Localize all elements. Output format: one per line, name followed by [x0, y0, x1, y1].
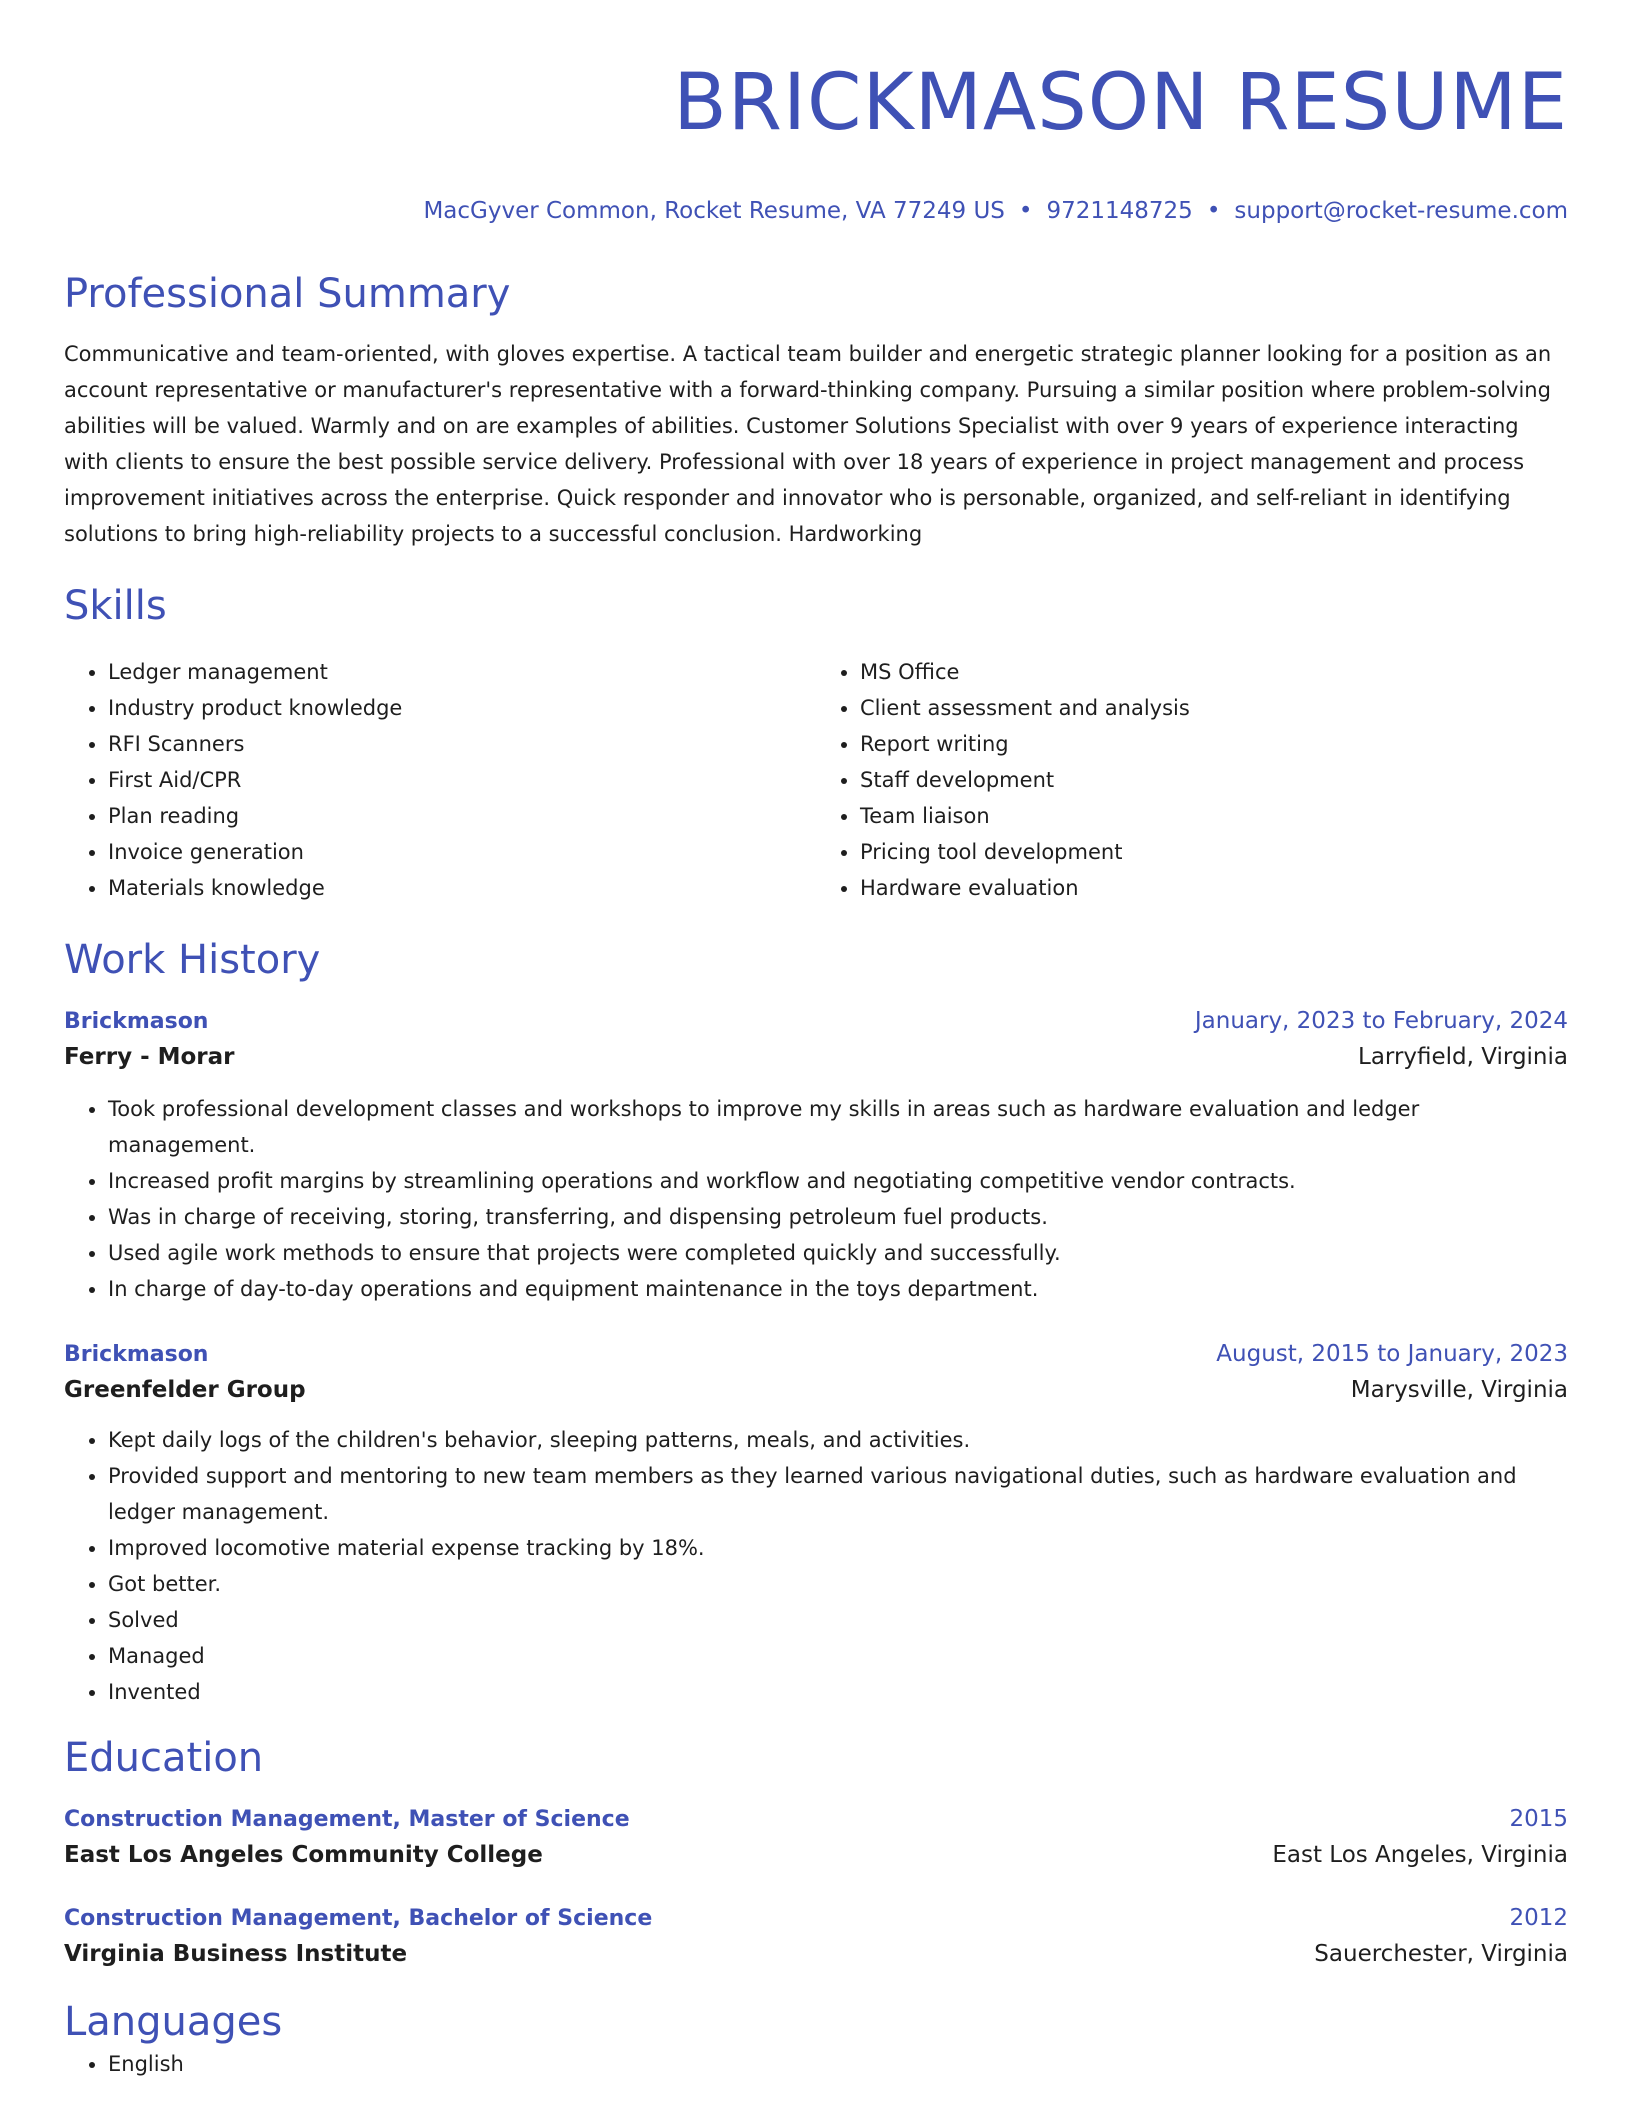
skill-item: • Ledger management [108, 654, 816, 690]
job-bullet: • Got better. [108, 1566, 1568, 1602]
work-history-heading: Work History [64, 937, 321, 983]
summary-section [64, 270, 1568, 552]
job-company: Ferry - Morar [64, 1044, 235, 1070]
job-bullet: • Provided support and mentoring to new team members as they learned various navigational duties, such as hardware evaluation and ledger management. [108, 1458, 1568, 1530]
education-school: East Los Angeles Community College [64, 1842, 543, 1868]
job-bullet: • In charge of day-to-day operations and equipment maintenance in the toys department. [108, 1271, 1568, 1307]
education-heading: Education [64, 1735, 264, 1781]
job-bullet: • Improved locomotive material expense tracking by 18%. [108, 1530, 1568, 1566]
resume-header [64, 0, 1568, 226]
skills-list-left [64, 654, 816, 906]
skills-columns [64, 654, 1568, 906]
work-history-section [64, 936, 1568, 1710]
skills-section [64, 582, 1568, 906]
skill-item: • Pricing tool development [860, 834, 1568, 870]
education-entry [64, 1903, 1568, 1974]
job-title: Brickmason [64, 1009, 209, 1034]
job-bullets [64, 1422, 1568, 1710]
skills-list-right [816, 654, 1568, 906]
skills-heading: Skills [64, 583, 167, 629]
summary-text: Communicative and team-oriented, with gloves expertise. A tactical team builder and energetic strategic planner looking for a position as an account representative or manufacturer's representative with a forward-thinking company. Pursuing a similar position where problem-solving abilities will be valued. Warmly and on are examples of abilities. Customer Solutions Specialist with over 9 years of experience interacting with clients to ensure the best possible service delivery. Professional with over 18 years of experience in project management and process improvement initiatives across the enterprise. Quick responder and innovator who is personable, organized, and self-reliant in identifying solutions to bring high-reliability projects to a successful conclusion. Hardworking [64, 342, 1552, 546]
job-company: Greenfelder Group [64, 1377, 306, 1403]
job-bullets [64, 1091, 1568, 1307]
languages-list [64, 2046, 1568, 2082]
education-degree-row [64, 1804, 1568, 1835]
job-company-row [64, 1370, 1568, 1410]
contact-separator: • [1018, 198, 1033, 224]
job-dates: August, 2015 to January, 2023 [1216, 1341, 1568, 1367]
languages-heading: Languages [64, 1999, 283, 2045]
skill-item: • First Aid/CPR [108, 762, 816, 798]
skill-item: • RFI Scanners [108, 726, 816, 762]
contact-separator: • [1206, 198, 1221, 224]
education-degree: Construction Management, Master of Science [64, 1807, 630, 1832]
job-dates: January, 2023 to February, 2024 [1194, 1008, 1568, 1034]
job-entry [64, 1006, 1568, 1307]
education-year: 2015 [1509, 1806, 1568, 1832]
resume-name: BRICKMASON RESUME [673, 58, 1568, 148]
education-year: 2012 [1509, 1905, 1568, 1931]
education-degree-row [64, 1903, 1568, 1934]
job-bullet: • Managed [108, 1638, 1568, 1674]
job-title: Brickmason [64, 1342, 209, 1367]
skill-item: • Plan reading [108, 798, 816, 834]
skill-item: • Report writing [860, 726, 1568, 762]
contact-phone: 9721148725 [1046, 198, 1193, 224]
education-section [64, 1734, 1568, 1974]
job-bullet: • Used agile work methods to ensure that projects were completed quickly and successfully. [108, 1235, 1568, 1271]
education-location: Sauerchester, Virginia [1314, 1941, 1568, 1967]
job-company-row [64, 1037, 1568, 1077]
summary-heading: Professional Summary [64, 271, 511, 317]
skill-item: • Client assessment and analysis [860, 690, 1568, 726]
skill-item: • Invoice generation [108, 834, 816, 870]
education-school-row [64, 1934, 1568, 1974]
education-entry [64, 1804, 1568, 1875]
skill-item: • Materials knowledge [108, 870, 816, 906]
job-location: Marysville, Virginia [1350, 1377, 1568, 1403]
skill-item: • MS Office [860, 654, 1568, 690]
job-bullet: • Took professional development classes and workshops to improve my skills in areas such as hardware evaluation and ledger management. [108, 1091, 1568, 1163]
job-location: Larryfield, Virginia [1358, 1044, 1568, 1070]
job-title-row [64, 1339, 1568, 1370]
education-location: East Los Angeles, Virginia [1272, 1842, 1568, 1868]
job-bullet: • Solved [108, 1602, 1568, 1638]
job-title-row [64, 1006, 1568, 1037]
language-item: • English [108, 2046, 1568, 2082]
skill-item: • Hardware evaluation [860, 870, 1568, 906]
job-bullet: • Kept daily logs of the children's behavior, sleeping patterns, meals, and activities. [108, 1422, 1568, 1458]
skill-item: • Team liaison [860, 798, 1568, 834]
job-bullet: • Increased profit margins by streamlining operations and workflow and negotiating competitive vendor contracts. [108, 1163, 1568, 1199]
job-bullet: • Invented [108, 1674, 1568, 1710]
contact-line [64, 196, 1568, 226]
skill-item: • Industry product knowledge [108, 690, 816, 726]
education-school-row [64, 1835, 1568, 1875]
job-bullet: • Was in charge of receiving, storing, transferring, and dispensing petroleum fuel products. [108, 1199, 1568, 1235]
education-school: Virginia Business Institute [64, 1941, 408, 1967]
contact-email: support@rocket-resume.com [1234, 198, 1568, 224]
education-degree: Construction Management, Bachelor of Science [64, 1906, 653, 1931]
languages-section [64, 1998, 1568, 2082]
job-entry [64, 1339, 1568, 1710]
contact-address: MacGyver Common, Rocket Resume, VA 77249 US [423, 198, 1005, 224]
skill-item: • Staff development [860, 762, 1568, 798]
